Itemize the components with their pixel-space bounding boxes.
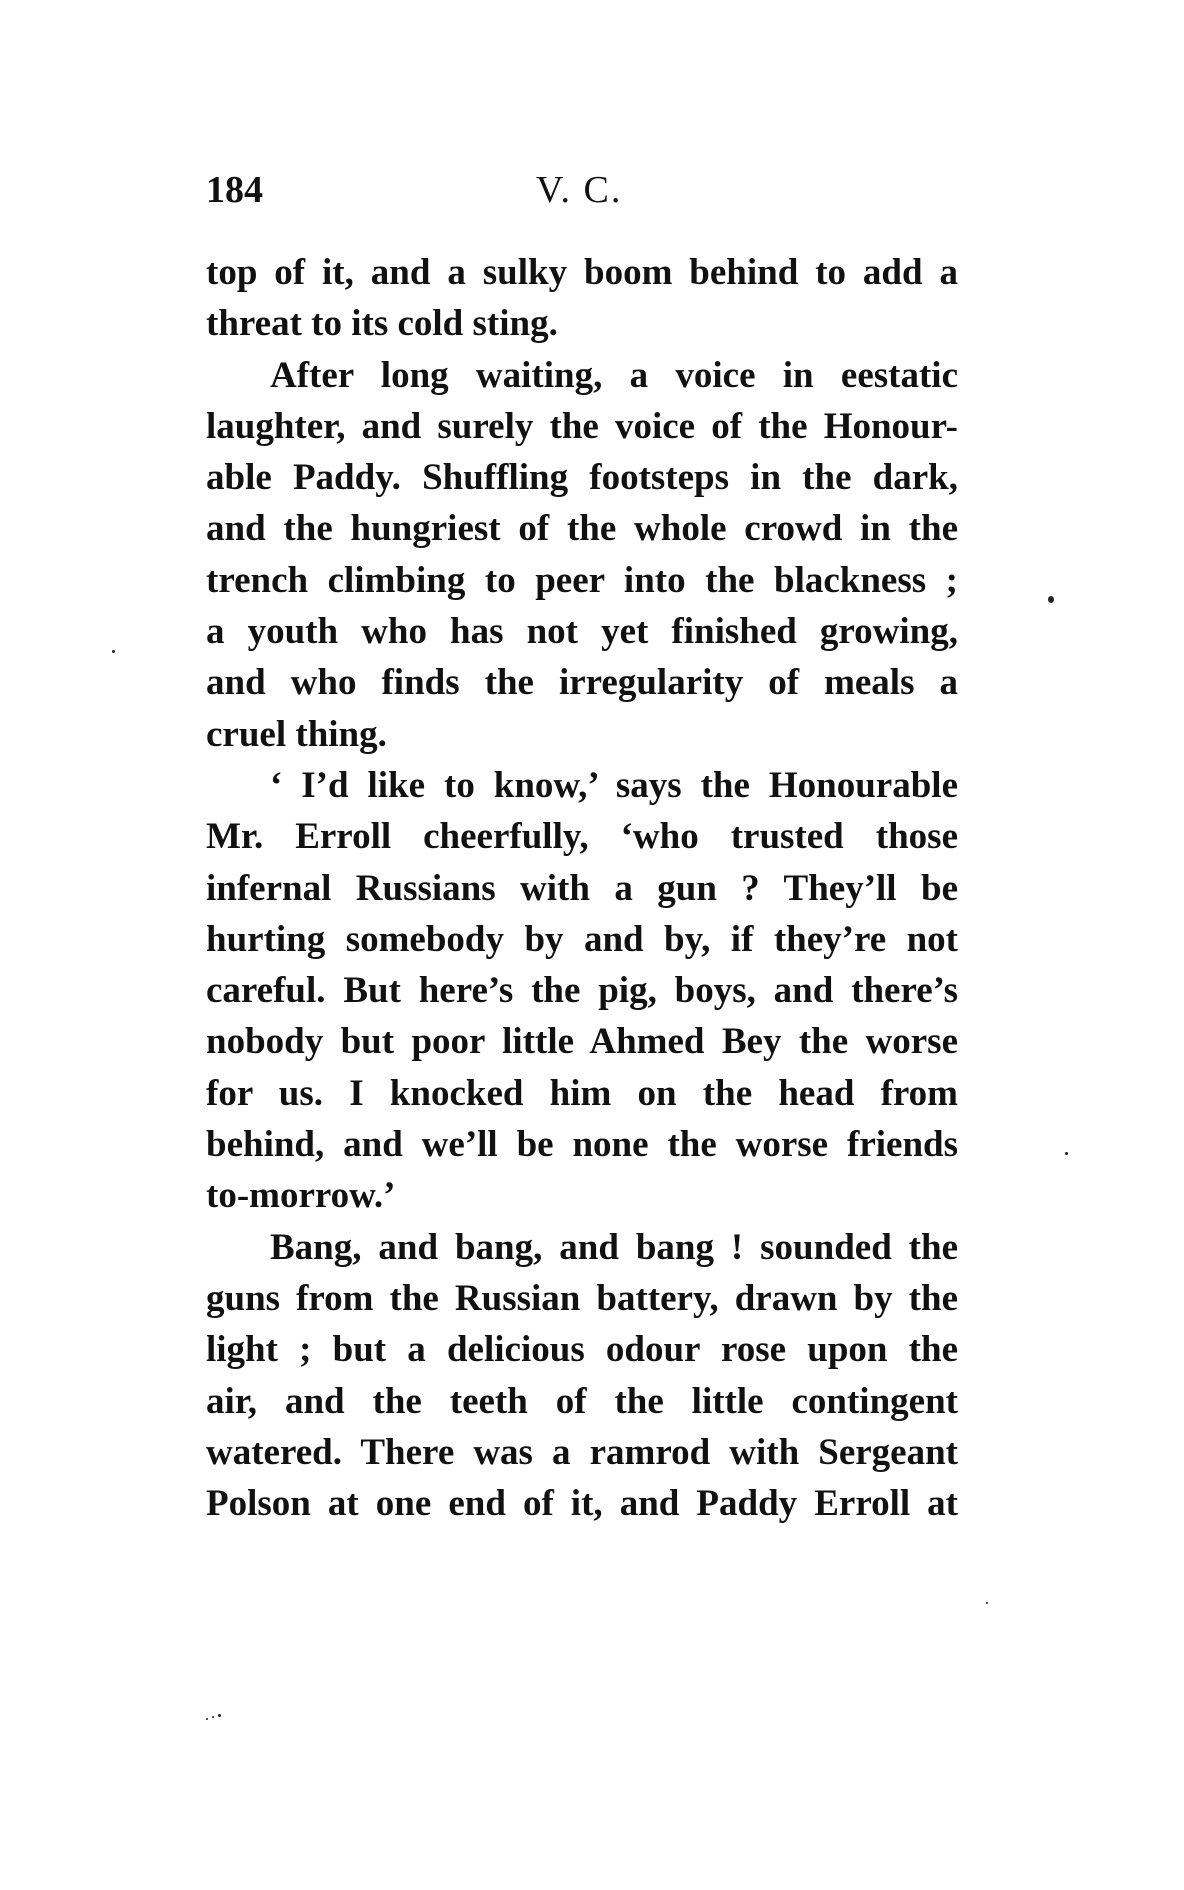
running-head bbox=[206, 168, 806, 218]
text-line: able Paddy. Shuffling footsteps in the dark, bbox=[206, 457, 958, 499]
text-line: hurting somebody by and by, if they’re not bbox=[206, 918, 958, 960]
text-line: laughter, and surely the voice of the Honour- bbox=[206, 405, 958, 447]
text-line: infernal Russians with a gun ? They’ll be bbox=[206, 867, 958, 909]
text-line: threat to its cold sting. bbox=[206, 303, 558, 345]
text-line: and who finds the irregularity of meals a bbox=[206, 662, 958, 704]
text-line: to-morrow.’ bbox=[206, 1175, 396, 1217]
text-line: Mr. Erroll cheerfully, ‘who trusted those bbox=[206, 816, 958, 858]
text-line: cruel thing. bbox=[206, 713, 387, 755]
page-number: 184 bbox=[206, 169, 263, 211]
text-line: a youth who has not yet finished growing, bbox=[206, 611, 958, 653]
text-line: air, and the teeth of the little contingent bbox=[206, 1380, 958, 1422]
scan-speck bbox=[1048, 596, 1054, 603]
scan-speck bbox=[1065, 1152, 1068, 1155]
text-line: trench climbing to peer into the blackness ; bbox=[206, 559, 958, 601]
scan-speck bbox=[212, 1716, 214, 1718]
text-line: for us. I knocked him on the head from bbox=[206, 1072, 958, 1114]
text-line: watered. There was a ramrod with Sergeant bbox=[206, 1431, 958, 1473]
text-line: top of it, and a sulky boom behind to add a bbox=[206, 252, 958, 293]
paragraph-start-line: ‘ I’d like to know,’ says the Honourable bbox=[270, 764, 958, 806]
scan-speck bbox=[986, 1602, 988, 1604]
paragraph-start-line: After long waiting, a voice in eestatic bbox=[270, 354, 958, 396]
text-line: light ; but a delicious odour rose upon the bbox=[206, 1329, 958, 1371]
text-line: careful. But here’s the pig, boys, and there’s bbox=[206, 970, 958, 1012]
running-title: V. C. bbox=[536, 169, 623, 211]
scan-speck bbox=[206, 1718, 208, 1720]
text-line: behind, and we’ll be none the worse friends bbox=[206, 1124, 958, 1166]
paragraph-start-line: Bang, and bang, and bang ! sounded the bbox=[270, 1226, 958, 1268]
text-line: guns from the Russian battery, drawn by the bbox=[206, 1277, 958, 1319]
text-line: Polson at one end of it, and Paddy Erroll at bbox=[206, 1483, 958, 1525]
text-line: and the hungriest of the whole crowd in the bbox=[206, 508, 958, 550]
body-text bbox=[206, 247, 958, 1529]
text-line: nobody but poor little Ahmed Bey the worse bbox=[206, 1021, 958, 1063]
scan-speck bbox=[112, 650, 115, 653]
scan-speck bbox=[218, 1714, 221, 1717]
